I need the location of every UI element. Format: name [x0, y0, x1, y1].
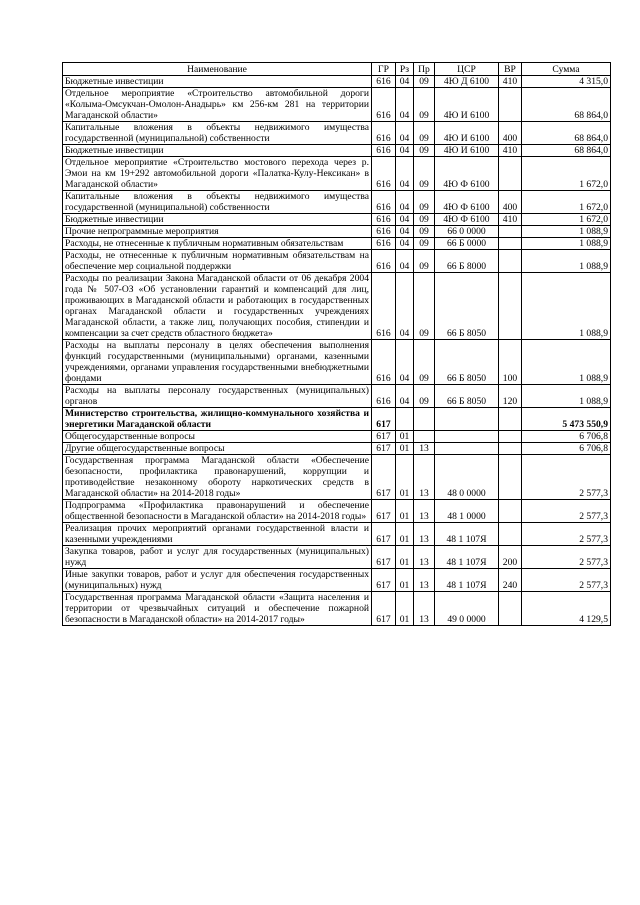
cell-vr	[499, 238, 522, 250]
cell-rz: 04	[396, 273, 414, 340]
table-row	[63, 443, 611, 455]
table-row	[63, 226, 611, 238]
cell-pr: 09	[414, 157, 435, 191]
cell-csr: 66 Б 0000	[435, 238, 499, 250]
cell-csr	[435, 408, 499, 431]
cell-name: Расходы на выплаты персоналу в целях обеспечения выполнения функций государственными (муниципальными) органами, казенными учреждениями, органами управления государственными внебюджетными фондами	[63, 340, 372, 385]
cell-name: Отдельное мероприятие «Строительство автомобильной дороги «Колыма-Омсукчан-Омолон-Анадырь» км 256-км 281 на территории Магаданской области»	[63, 88, 372, 122]
cell-csr: 48 1 107Я	[435, 546, 499, 569]
table-row	[63, 157, 611, 191]
cell-vr	[499, 592, 522, 626]
cell-sum: 68 864,0	[522, 122, 611, 145]
cell-sum: 1 088,9	[522, 238, 611, 250]
cell-name: Общегосударственные вопросы	[63, 431, 372, 443]
cell-csr	[435, 431, 499, 443]
table-row	[63, 191, 611, 214]
cell-pr: 13	[414, 546, 435, 569]
cell-gr: 616	[372, 76, 396, 88]
table-row	[63, 592, 611, 626]
cell-sum: 6 706,8	[522, 443, 611, 455]
cell-rz: 01	[396, 455, 414, 500]
cell-pr: 13	[414, 455, 435, 500]
cell-name: Расходы, не отнесенные к публичным нормативным обязательствам на обеспечение мер социальной поддержки	[63, 250, 372, 273]
cell-gr: 617	[372, 431, 396, 443]
cell-vr	[499, 408, 522, 431]
table-row	[63, 122, 611, 145]
budget-table	[62, 62, 611, 626]
cell-pr: 09	[414, 214, 435, 226]
cell-sum: 1 088,9	[522, 226, 611, 238]
cell-pr	[414, 431, 435, 443]
cell-vr: 400	[499, 191, 522, 214]
cell-vr: 100	[499, 340, 522, 385]
cell-csr: 66 Б 8000	[435, 250, 499, 273]
cell-csr: 66 Б 8050	[435, 273, 499, 340]
cell-vr	[499, 157, 522, 191]
cell-csr: 4Ю И 6100	[435, 145, 499, 157]
cell-pr: 09	[414, 250, 435, 273]
cell-sum: 2 577,3	[522, 523, 611, 546]
cell-sum: 1 088,9	[522, 385, 611, 408]
header-pr: Пр	[414, 63, 435, 76]
cell-rz: 04	[396, 76, 414, 88]
cell-rz: 01	[396, 569, 414, 592]
cell-rz: 04	[396, 122, 414, 145]
cell-rz: 04	[396, 385, 414, 408]
cell-pr: 09	[414, 145, 435, 157]
cell-rz: 04	[396, 145, 414, 157]
cell-csr: 4Ю И 6100	[435, 88, 499, 122]
cell-pr: 09	[414, 273, 435, 340]
cell-name: Государственная программа Магаданской области «Обеспечение безопасности, профилактика правонарушений, коррупции и противодействие незаконному обороту наркотических средств в Магаданской области» на 2014-2018 годы»	[63, 455, 372, 500]
cell-gr: 617	[372, 569, 396, 592]
cell-vr	[499, 500, 522, 523]
table-row	[63, 523, 611, 546]
cell-name: Подпрограмма «Профилактика правонарушений и обеспечение общественной безопасности в Магаданской области» на 2014-2018 годы»	[63, 500, 372, 523]
cell-vr: 410	[499, 145, 522, 157]
cell-sum: 4 129,5	[522, 592, 611, 626]
table-row	[63, 250, 611, 273]
table-row	[63, 431, 611, 443]
cell-pr: 13	[414, 500, 435, 523]
cell-gr: 617	[372, 546, 396, 569]
cell-sum: 68 864,0	[522, 145, 611, 157]
cell-sum: 1 672,0	[522, 157, 611, 191]
cell-csr: 48 1 0000	[435, 500, 499, 523]
cell-pr: 09	[414, 88, 435, 122]
cell-pr: 13	[414, 592, 435, 626]
table-row	[63, 569, 611, 592]
cell-vr	[499, 523, 522, 546]
cell-name: Прочие непрограммные мероприятия	[63, 226, 372, 238]
cell-name: Расходы на выплаты персоналу государственных (муниципальных) органов	[63, 385, 372, 408]
cell-vr	[499, 431, 522, 443]
table-row	[63, 500, 611, 523]
cell-gr: 616	[372, 145, 396, 157]
cell-pr: 09	[414, 226, 435, 238]
header-csr: ЦСР	[435, 63, 499, 76]
table-row	[63, 214, 611, 226]
cell-pr: 09	[414, 191, 435, 214]
table-row	[63, 88, 611, 122]
cell-name: Иные закупки товаров, работ и услуг для обеспечения государственных (муниципальных) нужд	[63, 569, 372, 592]
table-body	[63, 76, 611, 626]
cell-gr: 616	[372, 157, 396, 191]
cell-rz: 04	[396, 157, 414, 191]
cell-name: Закупка товаров, работ и услуг для государственных (муниципальных) нужд	[63, 546, 372, 569]
cell-rz	[396, 408, 414, 431]
cell-gr: 616	[372, 191, 396, 214]
cell-vr: 410	[499, 214, 522, 226]
cell-rz: 04	[396, 238, 414, 250]
table-row	[63, 145, 611, 157]
cell-sum: 4 315,0	[522, 76, 611, 88]
cell-vr	[499, 443, 522, 455]
cell-rz: 01	[396, 592, 414, 626]
cell-vr: 410	[499, 76, 522, 88]
cell-name: Капитальные вложения в объекты недвижимого имущества государственной (муниципальной) собственности	[63, 122, 372, 145]
cell-pr: 13	[414, 569, 435, 592]
cell-sum: 1 672,0	[522, 191, 611, 214]
cell-gr: 616	[372, 238, 396, 250]
header-rz: Рз	[396, 63, 414, 76]
cell-csr: 48 1 107Я	[435, 523, 499, 546]
cell-csr: 4Ю Ф 6100	[435, 191, 499, 214]
table-row	[63, 273, 611, 340]
cell-gr: 616	[372, 88, 396, 122]
table-row	[63, 385, 611, 408]
header-name: Наименование	[63, 63, 372, 76]
cell-csr: 4Ю И 6100	[435, 122, 499, 145]
cell-rz: 04	[396, 226, 414, 238]
cell-csr: 48 1 107Я	[435, 569, 499, 592]
cell-name: Бюджетные инвестиции	[63, 76, 372, 88]
cell-rz: 01	[396, 431, 414, 443]
cell-sum: 1 672,0	[522, 214, 611, 226]
cell-vr	[499, 88, 522, 122]
cell-csr: 66 Б 8050	[435, 340, 499, 385]
cell-vr: 200	[499, 546, 522, 569]
cell-name: Бюджетные инвестиции	[63, 214, 372, 226]
header-sum: Сумма	[522, 63, 611, 76]
cell-csr: 4Ю Д 6100	[435, 76, 499, 88]
cell-pr: 13	[414, 523, 435, 546]
table-row	[63, 546, 611, 569]
cell-sum: 2 577,3	[522, 455, 611, 500]
table-row	[63, 455, 611, 500]
cell-name: Расходы по реализации Закона Магаданской области от 06 декабря 2004 года № 507-ОЗ «Об установлении гарантий и компенсаций для лиц, проживающих в Магаданской области и работающих в государственных органах Магаданской области и государственных учреждениях Магаданской области, а также лиц, получающих пособия, стипендии и компенсации за счет средств областного бюджета»	[63, 273, 372, 340]
header-gr: ГР	[372, 63, 396, 76]
cell-gr: 617	[372, 592, 396, 626]
cell-gr: 616	[372, 214, 396, 226]
header-vr: ВР	[499, 63, 522, 76]
table-row	[63, 76, 611, 88]
cell-rz: 04	[396, 340, 414, 385]
cell-sum: 2 577,3	[522, 569, 611, 592]
cell-vr	[499, 455, 522, 500]
cell-csr: 48 0 0000	[435, 455, 499, 500]
cell-rz: 04	[396, 250, 414, 273]
cell-name: Бюджетные инвестиции	[63, 145, 372, 157]
cell-csr: 4Ю Ф 6100	[435, 157, 499, 191]
cell-gr: 616	[372, 273, 396, 340]
cell-rz: 01	[396, 500, 414, 523]
cell-pr: 09	[414, 385, 435, 408]
cell-name: Государственная программа Магаданской области «Защита населения и территории от чрезвычайных ситуаций и обеспечение пожарной безопасности в Магаданской области» на 2014-2017 годы»	[63, 592, 372, 626]
cell-vr: 240	[499, 569, 522, 592]
cell-gr: 617	[372, 408, 396, 431]
cell-gr: 617	[372, 523, 396, 546]
cell-sum: 2 577,3	[522, 546, 611, 569]
cell-name: Расходы, не отнесенные к публичным нормативным обязательствам	[63, 238, 372, 250]
cell-sum: 1 088,9	[522, 340, 611, 385]
cell-csr: 49 0 0000	[435, 592, 499, 626]
cell-sum: 68 864,0	[522, 88, 611, 122]
cell-csr: 4Ю Ф 6100	[435, 214, 499, 226]
cell-gr: 616	[372, 122, 396, 145]
cell-name: Реализация прочих мероприятий органами государственной власти и казенными учреждениями	[63, 523, 372, 546]
cell-name: Другие общегосударственные вопросы	[63, 443, 372, 455]
cell-vr: 120	[499, 385, 522, 408]
cell-gr: 617	[372, 443, 396, 455]
cell-vr	[499, 273, 522, 340]
cell-rz: 01	[396, 443, 414, 455]
cell-name: Капитальные вложения в объекты недвижимого имущества государственной (муниципальной) собственности	[63, 191, 372, 214]
cell-vr	[499, 226, 522, 238]
table-row	[63, 408, 611, 431]
cell-rz: 04	[396, 88, 414, 122]
cell-pr	[414, 408, 435, 431]
cell-pr: 13	[414, 443, 435, 455]
cell-sum: 5 473 550,9	[522, 408, 611, 431]
cell-vr	[499, 250, 522, 273]
table-row	[63, 340, 611, 385]
cell-csr: 66 Б 8050	[435, 385, 499, 408]
cell-pr: 09	[414, 340, 435, 385]
cell-sum: 1 088,9	[522, 250, 611, 273]
cell-gr: 616	[372, 385, 396, 408]
cell-vr: 400	[499, 122, 522, 145]
cell-gr: 617	[372, 500, 396, 523]
cell-csr	[435, 443, 499, 455]
cell-gr: 616	[372, 250, 396, 273]
cell-rz: 04	[396, 214, 414, 226]
cell-gr: 616	[372, 226, 396, 238]
header-row	[63, 63, 611, 76]
cell-rz: 04	[396, 191, 414, 214]
cell-csr: 66 0 0000	[435, 226, 499, 238]
cell-sum: 6 706,8	[522, 431, 611, 443]
cell-gr: 616	[372, 340, 396, 385]
cell-rz: 01	[396, 546, 414, 569]
cell-name: Министерство строительства, жилищно-коммунального хозяйства и энергетики Магаданской области	[63, 408, 372, 431]
cell-pr: 09	[414, 122, 435, 145]
table-row	[63, 238, 611, 250]
cell-pr: 09	[414, 238, 435, 250]
cell-sum: 1 088,9	[522, 273, 611, 340]
cell-name: Отдельное мероприятие «Строительство мостового перехода через р. Эмои на км 19+292 автомобильной дороги «Палатка-Кулу-Нексикан» в Магаданской области»	[63, 157, 372, 191]
cell-gr: 617	[372, 455, 396, 500]
cell-sum: 2 577,3	[522, 500, 611, 523]
cell-pr: 09	[414, 76, 435, 88]
cell-rz: 01	[396, 523, 414, 546]
